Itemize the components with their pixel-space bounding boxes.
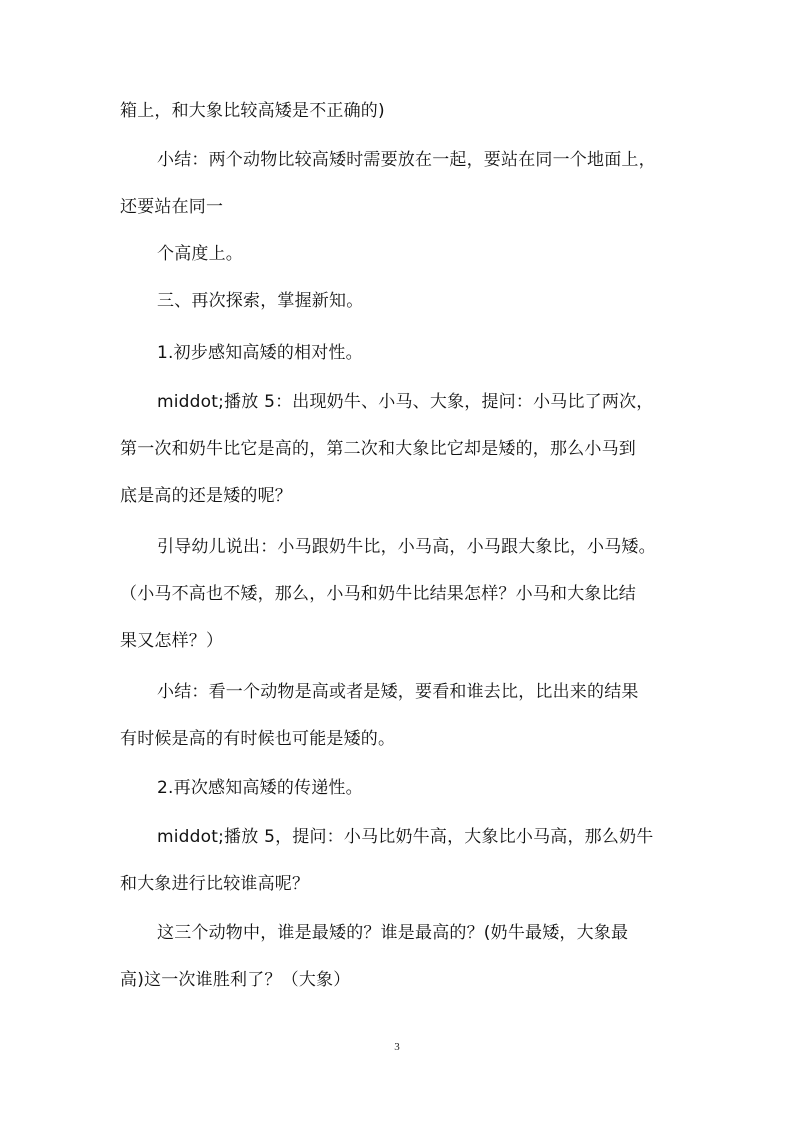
subsection-heading-1: 1.初步感知高矮的相对性。 <box>157 343 363 363</box>
summary-paragraph-line-2: 还要站在同一 <box>120 197 224 217</box>
guide-paragraph-line-3: 果又怎样？） <box>120 631 224 651</box>
activity-paragraph-line-2: 第一次和奶牛比它是高的，第二次和大象比它却是矮的，那么小马到 <box>120 439 636 459</box>
activity-paragraph-line-3: 底是高的还是矮的呢？ <box>120 486 292 506</box>
summary-paragraph-line-1: 小结：两个动物比较高矮时需要放在一起，要站在同一个地面上， <box>157 150 656 170</box>
activity-2-line-2: 和大象进行比较谁高呢？ <box>120 874 310 894</box>
activity-2-line-1: middot;播放 5，提问：小马比奶牛高，大象比小马高，那么奶牛 <box>157 827 654 847</box>
question-paragraph-line-2: 高)这一次谁胜利了？（大象） <box>120 970 351 990</box>
summary-paragraph-line-3: 个高度上。 <box>157 244 243 264</box>
summary-2-line-1: 小结：看一个动物是高或者是矮，要看和谁去比，比出来的结果 <box>157 682 639 702</box>
subsection-heading-2: 2.再次感知高矮的传递性。 <box>157 778 363 798</box>
question-paragraph-line-1: 这三个动物中，谁是最矮的？谁是最高的？(奶牛最矮，大象最 <box>157 923 629 943</box>
summary-2-line-2: 有时候是高的有时候也可能是矮的。 <box>120 729 396 749</box>
page-number: 3 <box>394 1041 400 1053</box>
activity-paragraph-line-1: middot;播放 5：出现奶牛、小马、大象，提问：小马比了两次， <box>157 392 654 412</box>
guide-paragraph-line-1: 引导幼儿说出：小马跟奶牛比，小马高，小马跟大象比，小马矮。 <box>157 537 656 557</box>
guide-paragraph-line-2: （小马不高也不矮，那么，小马和奶牛比结果怎样？小马和大象比结 <box>120 584 636 604</box>
section-heading: 三、再次探索，掌握新知。 <box>157 291 364 311</box>
text-line-1: 箱上，和大象比较高矮是不正确的) <box>120 101 385 121</box>
